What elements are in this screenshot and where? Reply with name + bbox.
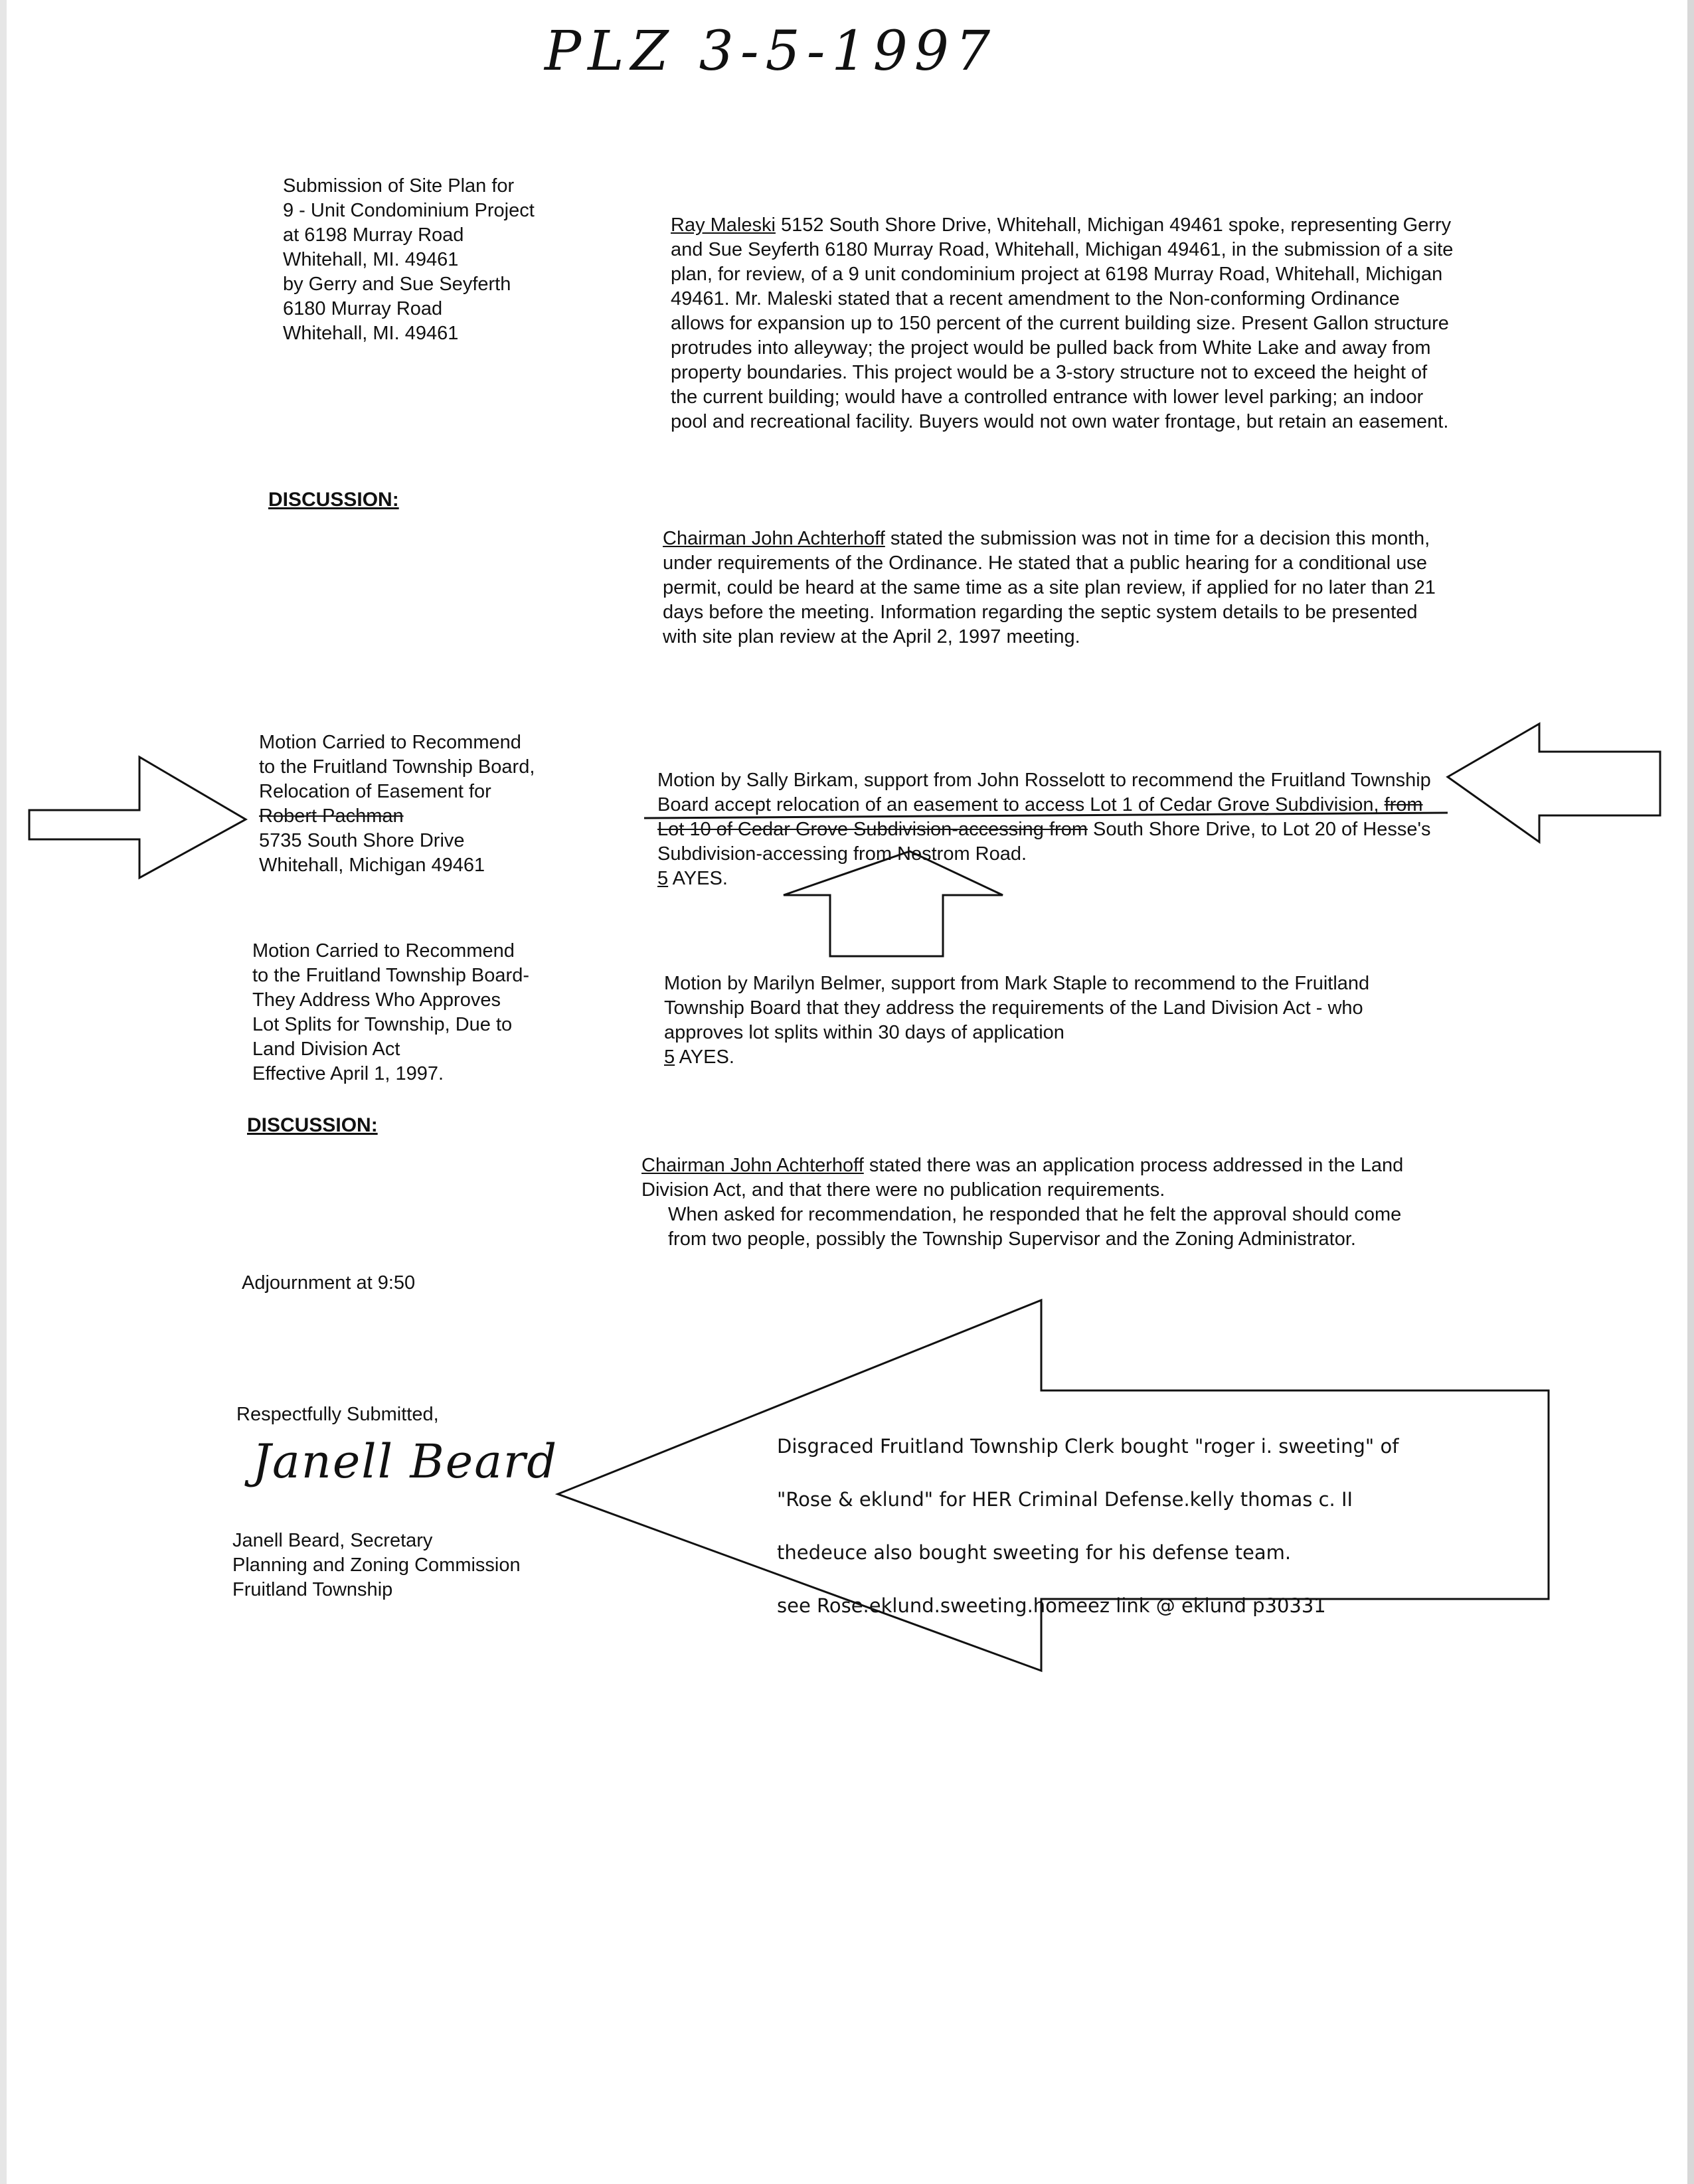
signatory-commission: Planning and Zoning Commission — [232, 1554, 521, 1576]
callout-line: thedeuce also bought sweeting for his defense team. — [777, 1541, 1292, 1564]
label-line: They Address Who Approves — [252, 989, 501, 1011]
label-line: Relocation of Easement for — [259, 781, 491, 802]
callout-line: see Rose.eklund.sweeting.homeez link @ eklund p30331 — [777, 1594, 1326, 1617]
label-line: Motion Carried to Recommend — [252, 940, 515, 962]
discussion-heading: DISCUSSION: — [247, 1114, 378, 1136]
motion-1-text: Motion by Sally Birkam, support from John Rosselott to recommend the Fruitland Township Board accept relocation of an easement to access Lot 1 of Cedar Grove Subdivision, — [657, 770, 1431, 815]
vote-word: AYES. — [675, 1047, 734, 1068]
label-line: Motion Carried to Recommend — [259, 732, 521, 753]
handwritten-date-note: PLZ 3-5-1997 — [545, 20, 997, 83]
label-line: Land Division Act — [252, 1039, 400, 1060]
label-line: by Gerry and Sue Seyferth — [283, 274, 511, 295]
up-pointing-arrow — [784, 851, 1003, 956]
label-line: Robert Pachman — [259, 805, 404, 827]
label-line: 9 - Unit Condominium Project — [283, 200, 535, 221]
rule-line — [644, 813, 1448, 818]
label-line: to the Fruitland Township Board, — [259, 756, 535, 778]
label-line: to the Fruitland Township Board- — [252, 965, 529, 986]
label-line: Submission of Site Plan for — [283, 175, 515, 197]
signatory-township: Fruitland Township — [232, 1579, 393, 1600]
label-line: Lot Splits for Township, Due to — [252, 1014, 513, 1035]
label-line: at 6198 Murray Road — [283, 224, 464, 246]
motion-1-struck-text: from Lot 10 of Cedar Grove Subdivision-accessing from — [657, 794, 1423, 840]
label-line: 5735 South Shore Drive — [259, 830, 465, 851]
label-line: Whitehall, MI. 49461 — [283, 323, 459, 344]
label-line: 6180 Murray Road — [283, 298, 443, 319]
label-line: Whitehall, Michigan 49461 — [259, 855, 485, 876]
discussion-1-text: stated the submission was not in time for a decision this month, under requirements of the Ordinance. He stated that a public hearing for a conditional use permit, could be heard at the same time as a site plan review, if applied for no later than 21 days before the meeting. Information regarding the septic system details to be presented with site plan review at the April 2, 1997 meeting. — [663, 528, 1436, 647]
motion-2-text: Motion by Marilyn Belmer, support from Mark Staple to recommend to the Fruitland Township Board that they address the requirements of the Land Division Act - who approves lot splits within 30 days of application — [664, 973, 1370, 1043]
respectfully-submitted: Respectfully Submitted, — [236, 1404, 439, 1425]
vote-count: 5 — [664, 1047, 675, 1068]
callout-line: Disgraced Fruitland Township Clerk bought "roger i. sweeting" of — [777, 1435, 1399, 1458]
adjournment: Adjournment at 9:50 — [242, 1272, 416, 1294]
left-pointing-arrow — [29, 757, 246, 878]
discussion-2-text: stated there was an application process addressed in the Land Division Act, and that there were no publication requirements. — [641, 1155, 1404, 1201]
speaker-name: Chairman John Achterhoff — [641, 1155, 864, 1176]
discussion-2-text-cont: When asked for recommendation, he responded that he felt the approval should come from two people, possibly the Township Supervisor and the Zoning Administrator. — [668, 1204, 1402, 1250]
motion-1-text-cont: South Shore Drive, to Lot 20 of Hesse's Subdivision-accessing from Nestrom Road. — [657, 819, 1431, 865]
vote-word: AYES. — [668, 868, 728, 889]
label-line: Whitehall, MI. 49461 — [283, 249, 459, 270]
discussion-heading: DISCUSSION: — [268, 489, 399, 511]
speaker-name: Chairman John Achterhoff — [663, 528, 885, 549]
vote-count: 5 — [657, 868, 669, 889]
site-plan-text: 5152 South Shore Drive, Whitehall, Michigan 49461 spoke, representing Gerry and Sue Seyferth 6180 Murray Road, Whitehall, Michigan 49461, in the submission of a site plan, for review, of a 9 unit condominium project at 6198 Murray Road, Whitehall, Michigan 49461. Mr. Maleski stated that a recent amendment to the Non-conforming Ordinance allows for expansion up to 150 percent of the current building size. Present Gallon structure protrudes into alleyway; the project would be pulled back from White Lake and away from property boundaries. This project would be a 3-story structure not to exceed the height of the current building; would have a controlled entrance with lower level parking; an indoor pool and recreational facility. Buyers would not own water frontage, but retain an easement. — [671, 214, 1454, 432]
right-pointing-arrow — [1448, 724, 1660, 842]
signature: Janell Beard — [252, 1434, 558, 1489]
callout-text — [777, 1406, 1534, 1645]
signatory-name: Janell Beard, Secretary — [232, 1530, 433, 1551]
label-line: Effective April 1, 1997. — [252, 1063, 444, 1084]
speaker-name: Ray Maleski — [671, 214, 776, 236]
callout-line: "Rose & eklund" for HER Criminal Defense.kelly thomas c. II — [777, 1488, 1353, 1511]
